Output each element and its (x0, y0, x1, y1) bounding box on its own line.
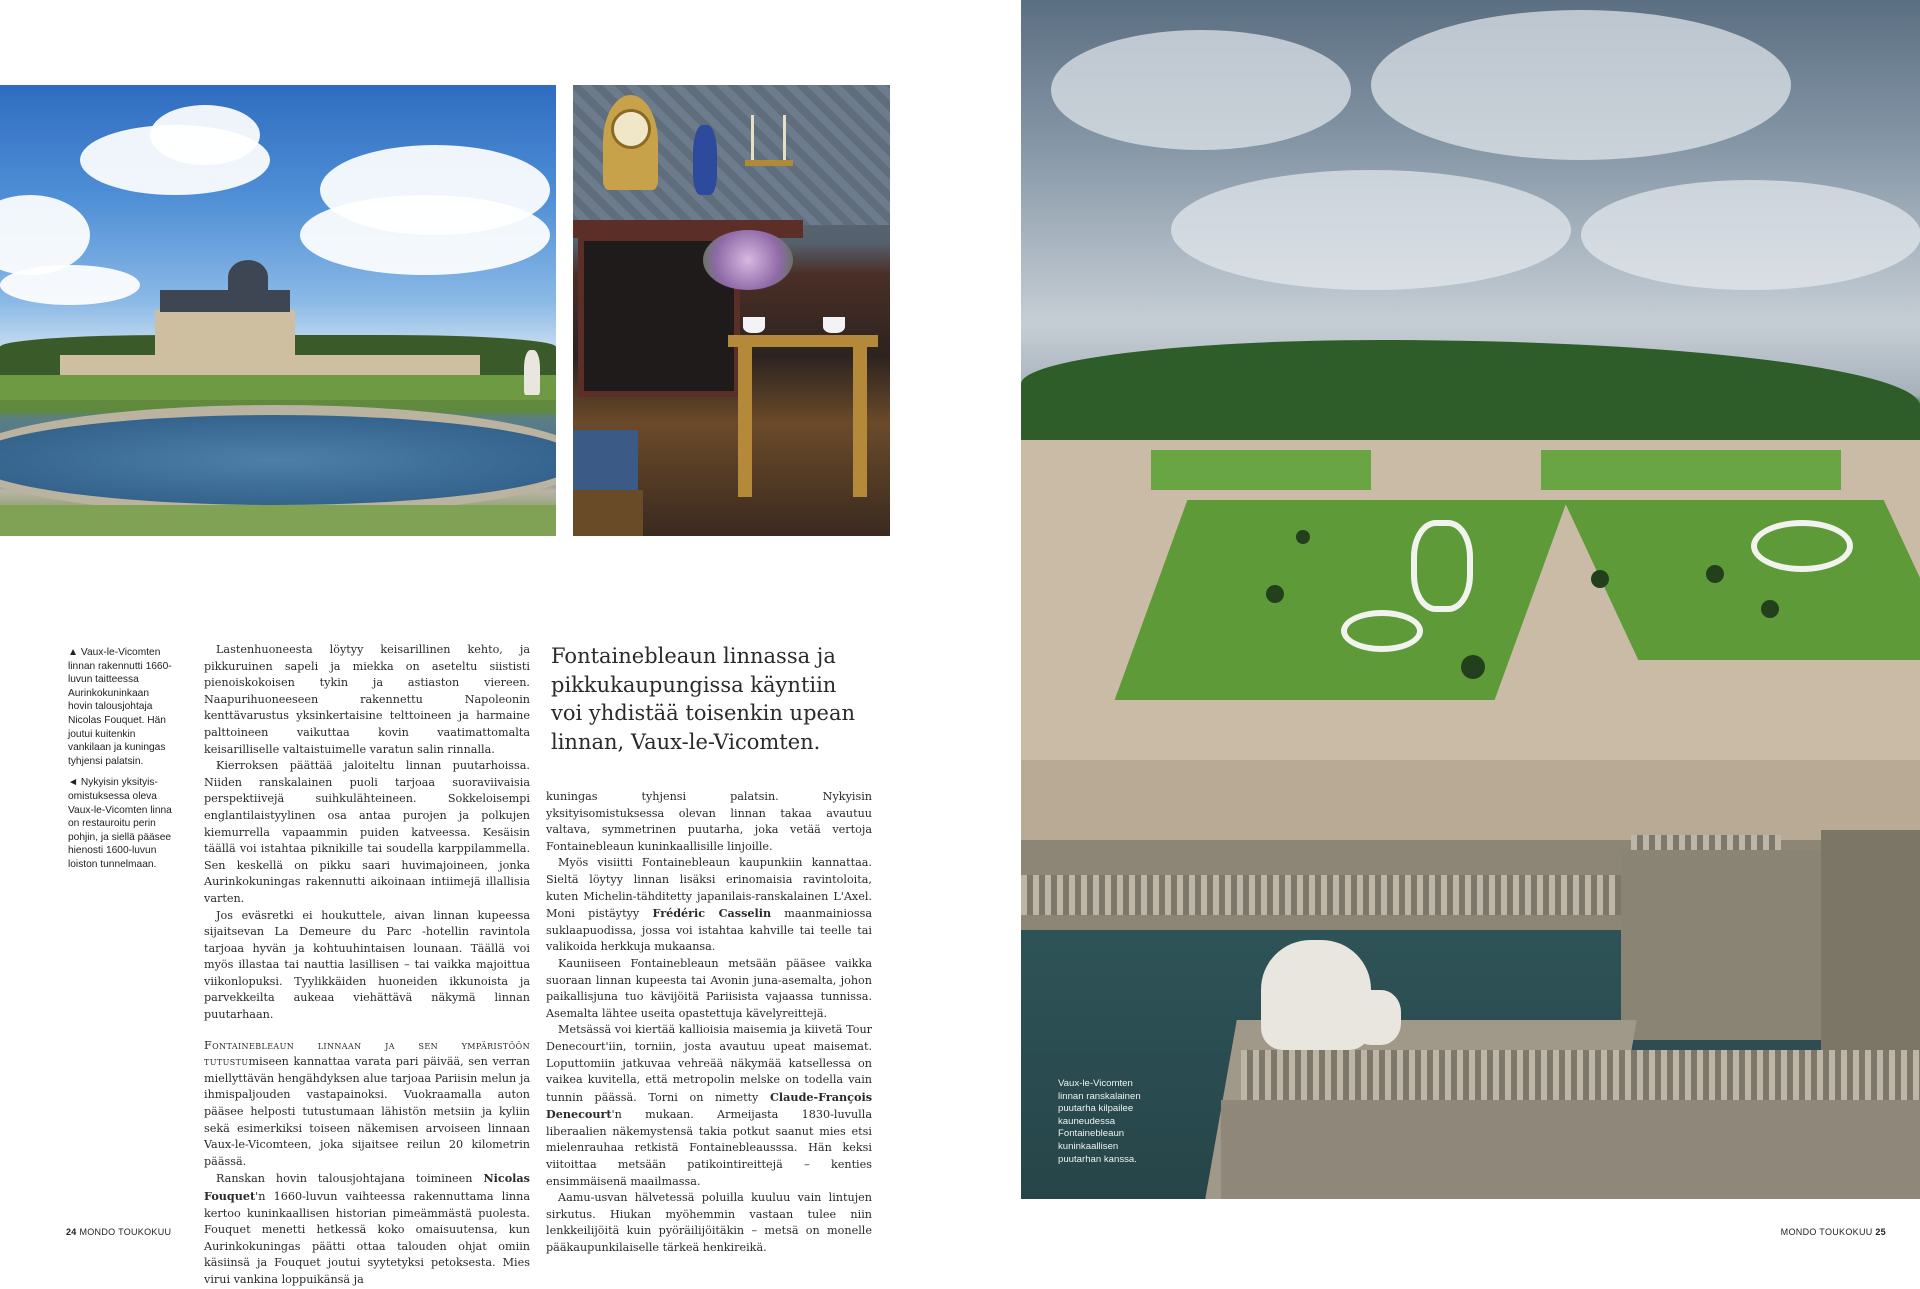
interior-photo (573, 85, 890, 536)
body-column-1 (204, 642, 530, 1289)
pull-quote: Fontainebleaun linnassa ja pikkukaupungissa käyntiin voi yhdistää toisenkin upean linnan, Vaux-le-Vicomten. (551, 644, 855, 754)
paragraph: kuningas tyhjensi palatsin. Nykyisin yksityisomistuksessa olevan linnan takaa avautuu valtava, symmetrinen puutarha, joka vetää vertoja Fontainebleaun kuninkaallisille linjoille. (546, 790, 872, 853)
interior-caption: ◄ Nykyisin yksityis-omistuksessa oleva Vaux-le-Vicomten linna on restauroitu perin pohjin, ja siellä pääsee hienosti 1600-luvun loiston tunnelmaan. (68, 777, 172, 870)
person-name: Frédéric Casselin (652, 906, 772, 921)
folio-left: 24 MONDO TOUKOKUU (66, 1227, 172, 1237)
chateau-photo (0, 85, 556, 536)
paragraph: Kauniiseen Fontainebleaun metsään pääsee vaikka suoraan linnan kupeesta tai Avonin juna-asemalta, johon paikallisjuna tuo kävijöitä Pariisista vajaassa tunnissa. Asemalta lähtee useita opastettuja kävelyreittejä. (546, 956, 872, 1020)
folio-right: MONDO TOUKOKUU 25 (1780, 1227, 1886, 1237)
person-name: Nicolas Fouquet (204, 1171, 530, 1203)
garden-caption: Vaux-le-Vicomten linnan ranskalainen puutarha kilpailee kauneudessa Fontainebleaun kuninkaallisen puutarhan kanssa. (1058, 1078, 1141, 1165)
paragraph: Myös visiitti Fontainebleaun kaupunkiin kannattaa. Sieltä löytyy linnan lisäksi erinomaisia ravintoloita, kuten Michelin-tähditetty japanilais-ranskalainen L'Axel. Moni pistäytyy Frédéric Casselin maanmainiossa suklaapuodissa, jossa voi istahtaa kahville tai teelle tai valikoida herkkuja mukaansa. (546, 856, 872, 954)
garden-photo (1021, 0, 1920, 1199)
paragraph: Lastenhuoneesta löytyy keisarillinen kehto, ja pikkuruinen sapeli ja miekka on aseteltu siististi pienoiskokoisen tykin ja astiaston viereen. Naapurihuoneeseen rakennettu Napoleonin kenttävarustus yksinkertaisine telttoineen ja harmaine palttoineen vaikuttaa kovin vaatimattomalta keisarilliselle valtaistuimelle varatun salin rinnalla. (204, 643, 530, 756)
paragraph: Ranskan hovin talousjohtajana toimineen Nicolas Fouquet'n 1660-luvun vaihteessa rakennuttama linna kertoo kuninkaallisen historian pimeämmästä puolesta. Fouquet menetti hetkessä koko omaisuutensa, kun Aurinkokuningas päätti ottaa talouden ohjat omiin käsiinsä ja Fouquet joutui syytetyksi petoksesta. Mies virui vankina loppuikänsä ja (204, 1171, 530, 1286)
paragraph: Aamu-usvan hälvetessä poluilla kuuluu vain lintujen sirkutus. Hiukan myöhemmin vastaan tulee niin lenkkeilijöitä kuin pyöräilijöitäkin – metsä on monelle pääkaupunkilaiselle tärkeä henkireikä. (546, 1191, 872, 1255)
paragraph: Fontainebleaun linnaan ja sen ympäristöön tutustumiseen kannattaa varata pari päivää, sen verran miellyttävän hengähdyksen alue tarjoaa Pariisin melun ja ihmispaljouden vastapainoksi. Vuokraamalla auton pääsee helposti tutustumaan lähistön metsiin ja kyliin sekä esimerkiksi toiseen näkemisen arvoiseen linnaan Vaux-le-Vicomteen, joka sijaitsee reilun 20 kilometrin päässä. (204, 1038, 530, 1168)
paragraph: Metsässä voi kiertää kallioisia maisemia ja kiivetä Tour Denecourt'iin, torniin, josta avautuu upeat maisemat. Loputtomiin jatkuvaa vehreää näkymää katsellessa on vaikea kuvitella, että metropolin melske on todella vain tunnin päässä. Torni on nimetty Claude-François Denecourt'n mukaan. Armeijasta 1830-luvulla liberaalien näkemystensä takia potkut saanut mies etsi mielenrauhaa retkistä Fontainebleausssa. Hän keksi viitoittaa metsään patikointireittejä – kenties ensimmäisenä maailmassa. (546, 1023, 872, 1188)
chateau-caption: ▲ Vaux-le-Vicomten linnan rakennutti 1660-luvun taitteessa Aurinkokuninkaan hovin talousjohtaja Nicolas Fouquet. Hän joutui kuitenkin vankilaan ja kuningas tyhjensi palatsin. (68, 647, 172, 767)
body-column-2 (546, 789, 872, 1257)
person-name: Claude-François Denecourt (546, 1089, 872, 1122)
photo-captions (68, 646, 174, 880)
paragraph: Kierroksen päättää jaloiteltu linnan puutarhoissa. Niiden ranskalainen puoli tarjoaa suoraviivaisia perspektiivejä suihkulähteineen. Sokkeloisempi englantilaistyylinen osa antaa purojen ja polkujen kiemurrella vapaammin puiden katveessa. Kesäisin täällä voi istahtaa piknikille tai soudella karppilammella. Sen keskellä on pikku saari huvimajoineen, jonka Aurinkokuningas rakennutti aikoinaan intiimejä illallisia varten. (204, 759, 530, 905)
paragraph: Jos eväsretki ei houkuttele, aivan linnan kupeessa sijaitsevan La Demeure du Parc -hotellin ravintola tarjoaa hyvän ja kohtuuhintaisen lounaan. Täällä voi myös illastaa tai nauttia lasillisen – tai vaikka majoittua viikonlopuksi. Tyylikkäiden huoneiden ikkunoista ja parvekkeilta aukeaa viehättävä näkymä linnan puutarhaan. (204, 908, 530, 1022)
section-lead: Fontainebleaun linnaan ja sen ympäristöön tutustu (204, 1038, 530, 1069)
